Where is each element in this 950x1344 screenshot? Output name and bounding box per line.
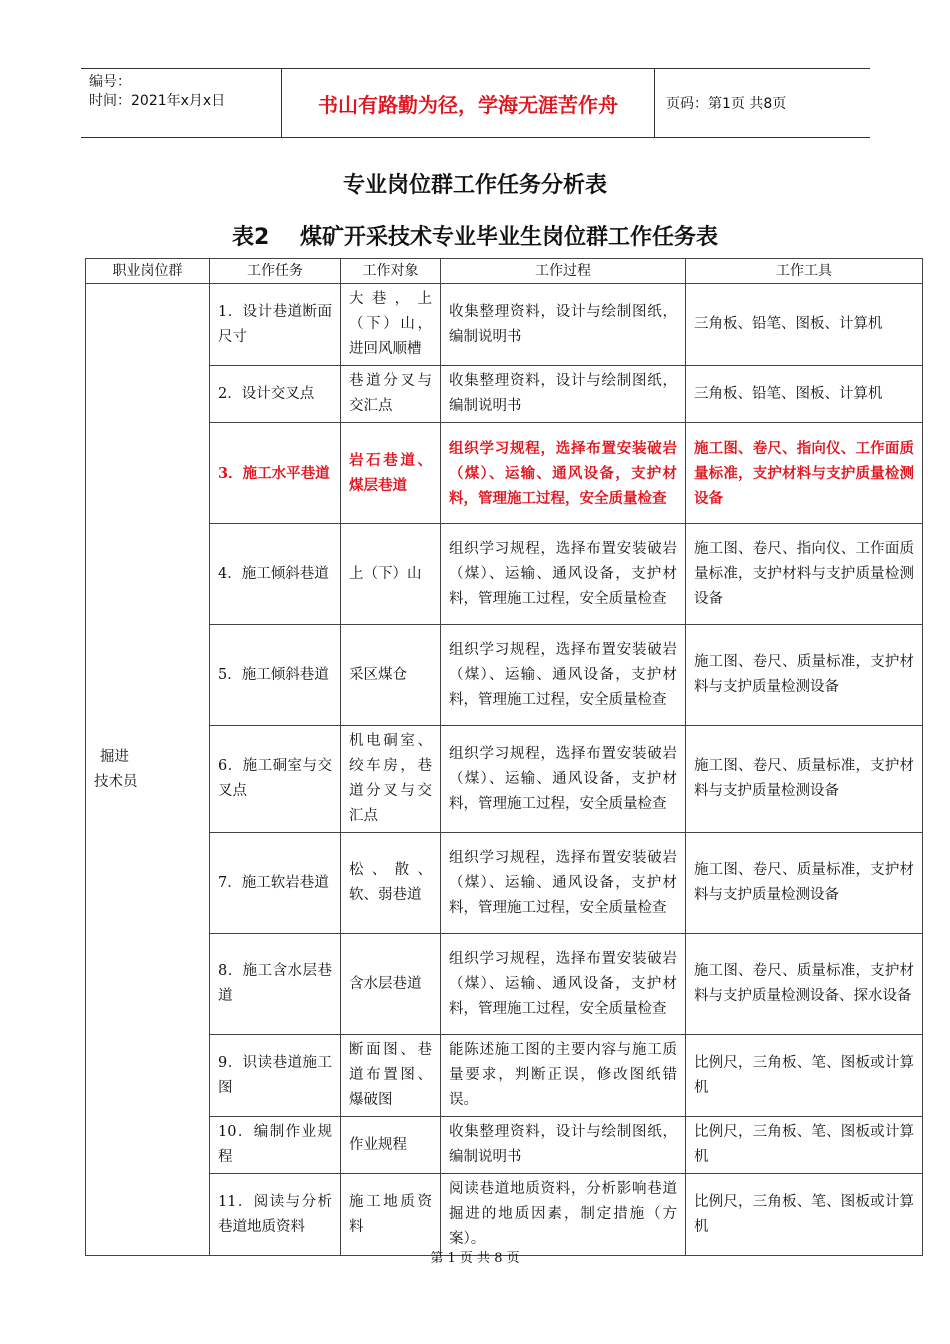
col-header-role: 职业岗位群 [86, 259, 210, 284]
task-cell: 3．施工水平巷道 [210, 423, 341, 524]
tools-cell: 施工图、卷尺、指向仪、工作面质量标准，支护材料与支护质量检测设备 [686, 524, 923, 625]
object-cell: 机电硐室、绞车房，巷道分叉与交汇点 [341, 726, 441, 833]
page-footer: 第 1 页 共 8 页 [430, 1251, 520, 1266]
object-cell: 松、散、软、弱巷道 [341, 833, 441, 934]
object-cell: 断面图、巷道布置图、爆破图 [341, 1035, 441, 1117]
tools-cell: 比例尺，三角板、笔、图板或计算机 [686, 1117, 923, 1174]
role-line-2: 技术员 [94, 773, 138, 790]
header-motto: 书山有路勤为径，学海无涯苦作舟 [281, 69, 655, 137]
task-cell: 5．施工倾斜巷道 [210, 625, 341, 726]
table-row [86, 284, 923, 366]
object-cell: 上（下）山 [341, 524, 441, 625]
process-cell: 组织学习规程，选择布置安装破岩（煤）、运输、通风设备，支护材料，管理施工过程，安全质量检查 [441, 726, 686, 833]
role-cell [86, 284, 210, 1256]
process-cell: 阅读巷道地质资料，分析影响巷道掘进的地质因素，制定措施（方案）。 [441, 1174, 686, 1256]
tools-cell: 施工图、卷尺、指向仪、工作面质量标准，支护材料与支护质量检测设备 [686, 423, 923, 524]
table-row [86, 726, 923, 833]
header-code: 编号： [89, 74, 131, 90]
object-cell: 施工地质资料 [341, 1174, 441, 1256]
tools-cell: 比例尺，三角板、笔、图板或计算机 [686, 1035, 923, 1117]
process-cell: 收集整理资料，设计与绘制图纸，编制说明书 [441, 366, 686, 423]
task-cell: 1．设计巷道断面尺寸 [210, 284, 341, 366]
role-line-1: 掘进 [100, 748, 129, 765]
col-header-tools: 工作工具 [686, 259, 923, 284]
col-header-object: 工作对象 [341, 259, 441, 284]
task-cell: 9．识读巷道施工图 [210, 1035, 341, 1117]
table-row [86, 524, 923, 625]
page-header [81, 68, 870, 138]
table-row [86, 625, 923, 726]
tools-cell: 施工图、卷尺、质量标准，支护材料与支护质量检测设备 [686, 726, 923, 833]
col-header-task: 工作任务 [210, 259, 341, 284]
tools-cell: 施工图、卷尺、质量标准，支护材料与支护质量检测设备 [686, 833, 923, 934]
task-cell: 7．施工软岩巷道 [210, 833, 341, 934]
table-row [86, 934, 923, 1035]
object-cell: 巷道分叉与交汇点 [341, 366, 441, 423]
object-cell: 含水层巷道 [341, 934, 441, 1035]
col-header-process: 工作过程 [441, 259, 686, 284]
task-table [85, 258, 923, 1256]
header-time: 时间：2021年x月x日 [89, 93, 226, 109]
header-meta [89, 73, 225, 111]
object-cell: 大巷，上（下）山，进回风顺槽 [341, 284, 441, 366]
process-cell: 组织学习规程，选择布置安装破岩（煤）、运输、通风设备，支护材料，管理施工过程，安全质量检查 [441, 423, 686, 524]
process-cell: 组织学习规程，选择布置安装破岩（煤）、运输、通风设备，支护材料，管理施工过程，安全质量检查 [441, 625, 686, 726]
object-cell: 采区煤仓 [341, 625, 441, 726]
process-cell: 组织学习规程，选择布置安装破岩（煤）、运输、通风设备，支护材料，管理施工过程，安全质量检查 [441, 833, 686, 934]
tools-cell: 三角板、铅笔、图板、计算机 [686, 366, 923, 423]
object-cell: 作业规程 [341, 1117, 441, 1174]
table-header-row [86, 259, 923, 284]
table-caption: 表2 煤矿开采技术专业毕业生岗位群工作任务表 [232, 225, 718, 250]
task-cell: 11．阅读与分析巷道地质资料 [210, 1174, 341, 1256]
process-cell: 组织学习规程，选择布置安装破岩（煤）、运输、通风设备，支护材料，管理施工过程，安全质量检查 [441, 934, 686, 1035]
tools-cell: 施工图、卷尺、质量标准，支护材料与支护质量检测设备 [686, 625, 923, 726]
tools-cell: 三角板、铅笔、图板、计算机 [686, 284, 923, 366]
task-cell: 8．施工含水层巷道 [210, 934, 341, 1035]
task-cell: 10．编制作业规程 [210, 1117, 341, 1174]
table-row [86, 1035, 923, 1117]
object-cell: 岩石巷道、煤层巷道 [341, 423, 441, 524]
table-row [86, 1117, 923, 1174]
tools-cell: 施工图、卷尺、质量标准，支护材料与支护质量检测设备、探水设备 [686, 934, 923, 1035]
process-cell: 组织学习规程，选择布置安装破岩（煤）、运输、通风设备，支护材料，管理施工过程，安全质量检查 [441, 524, 686, 625]
process-cell: 收集整理资料，设计与绘制图纸，编制说明书 [441, 1117, 686, 1174]
tools-cell: 比例尺，三角板、笔、图板或计算机 [686, 1174, 923, 1256]
task-cell: 4．施工倾斜巷道 [210, 524, 341, 625]
header-page-info: 页码：第1页 共8页 [666, 96, 787, 112]
task-cell: 6．施工硐室与交叉点 [210, 726, 341, 833]
page-title: 专业岗位群工作任务分析表 [342, 173, 607, 198]
process-cell: 能陈述施工图的主要内容与施工质量要求，判断正误，修改图纸错误。 [441, 1035, 686, 1117]
process-cell: 收集整理资料，设计与绘制图纸，编制说明书 [441, 284, 686, 366]
table-row [86, 1174, 923, 1256]
table-row [86, 366, 923, 423]
task-cell: 2．设计交叉点 [210, 366, 341, 423]
table-row [86, 833, 923, 934]
table-row-highlighted [86, 423, 923, 524]
